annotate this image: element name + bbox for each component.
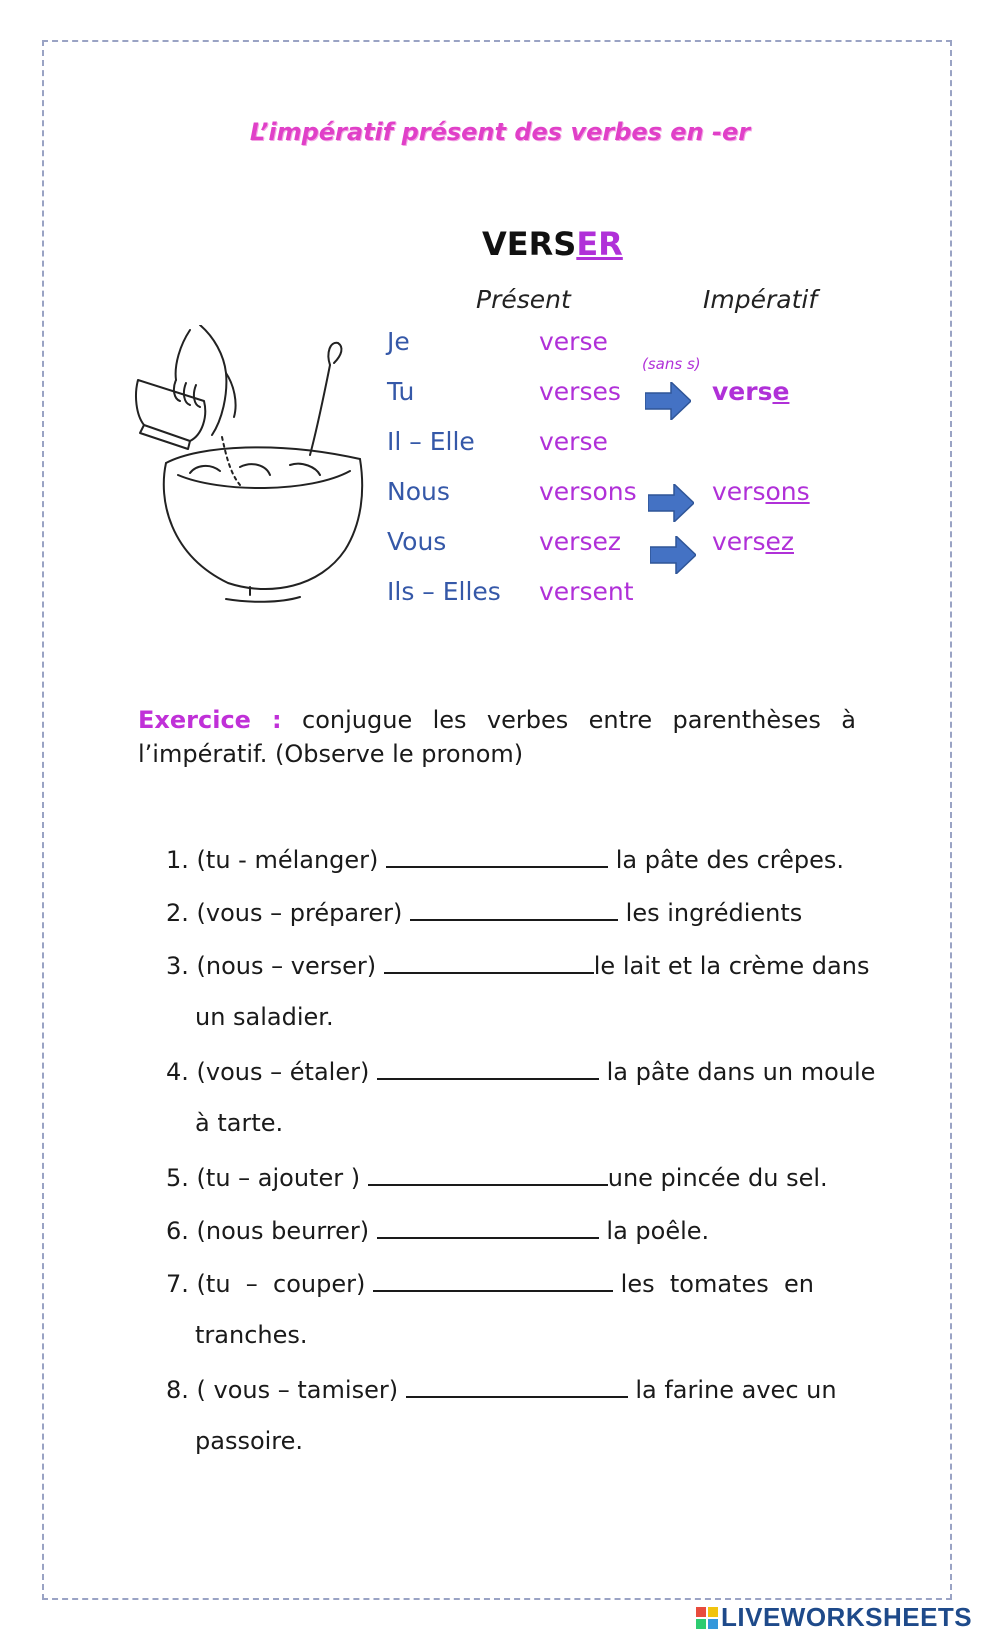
- exercise-item-8-continuation: passoire.: [195, 1427, 304, 1455]
- item-prompt: (tu – couper): [196, 1270, 366, 1298]
- item-prompt: (nous beurrer): [196, 1217, 370, 1245]
- item-number: 6.: [166, 1217, 189, 1245]
- present-ils-elles: versent: [539, 577, 634, 606]
- pronoun-ils-elles: Ils – Elles: [387, 577, 501, 606]
- exercise-item-6: [166, 1215, 709, 1245]
- worksheet-title: L’impératif présent des verbes en -er: [249, 118, 751, 146]
- exercise-instruction: [138, 700, 856, 740]
- exercise-item-4-continuation: à tarte.: [195, 1109, 284, 1137]
- exercise-item-7-continuation: tranches.: [195, 1321, 308, 1349]
- imperative-header: Impératif: [703, 285, 818, 314]
- item-number: 2.: [166, 899, 189, 927]
- pronoun-tu: Tu: [387, 377, 415, 406]
- arrow-right-icon: [650, 536, 696, 574]
- answer-blank-8[interactable]: [406, 1374, 628, 1398]
- pronoun-vous: Vous: [387, 527, 447, 556]
- item-text: la farine avec un: [635, 1376, 837, 1404]
- exercise-instruction-line2: l’impératif. (Observe le pronom): [138, 740, 524, 768]
- item-prompt: (vous – préparer): [196, 899, 403, 927]
- pouring-bowl-illustration: [130, 325, 380, 615]
- exercise-item-7: [166, 1268, 814, 1298]
- exercise-label: Exercice :: [138, 706, 282, 734]
- liveworksheets-logo-icon: [696, 1607, 718, 1629]
- imperative-tu-stem: vers: [712, 377, 773, 406]
- exercise-item-3: [166, 950, 869, 980]
- item-prompt: (tu – ajouter ): [196, 1164, 361, 1192]
- present-il-elle: verse: [539, 427, 608, 456]
- sans-s-note: (sans s): [642, 355, 701, 373]
- verb-stem: VERS: [482, 225, 577, 263]
- imperative-vous-ending: ez: [765, 527, 794, 556]
- answer-blank-6[interactable]: [377, 1215, 599, 1239]
- item-text: les ingrédients: [625, 899, 803, 927]
- pronoun-je: Je: [387, 327, 410, 356]
- answer-blank-1[interactable]: [386, 844, 608, 868]
- exercise-item-5: [166, 1162, 828, 1192]
- item-text: la poêle.: [606, 1217, 710, 1245]
- item-number: 8.: [166, 1376, 189, 1404]
- exercise-instruction-line1: conjugue les verbes entre parenthèses à: [302, 706, 857, 734]
- exercise-item-4: [166, 1056, 875, 1086]
- imperative-vous-stem: vers: [712, 527, 766, 556]
- exercise-item-1: [166, 844, 844, 874]
- answer-blank-4[interactable]: [377, 1056, 599, 1080]
- pronoun-nous: Nous: [387, 477, 450, 506]
- imperative-tu-ending: e: [772, 377, 790, 406]
- item-text: la pâte des crêpes.: [615, 846, 845, 874]
- item-text: la pâte dans un moule: [606, 1058, 876, 1086]
- item-number: 7.: [166, 1270, 189, 1298]
- present-header: Présent: [476, 285, 571, 314]
- answer-blank-7[interactable]: [373, 1268, 613, 1292]
- item-prompt: (tu - mélanger): [196, 846, 379, 874]
- item-text: les tomates en: [620, 1270, 814, 1298]
- present-nous: versons: [539, 477, 637, 506]
- imperative-tu: [712, 377, 789, 406]
- verb-ending: ER: [576, 225, 623, 263]
- item-number: 1.: [166, 846, 189, 874]
- item-number: 3.: [166, 952, 189, 980]
- verb-heading: [482, 225, 623, 263]
- present-tu: verses: [539, 377, 621, 406]
- page-border: [42, 40, 952, 1600]
- brand-text: LIVEWORKSHEETS: [721, 1602, 973, 1632]
- imperative-vous: [712, 527, 794, 556]
- item-prompt: ( vous – tamiser): [196, 1376, 399, 1404]
- exercise-item-3-continuation: un saladier.: [195, 1003, 334, 1031]
- item-prompt: (nous – verser): [196, 952, 377, 980]
- answer-blank-2[interactable]: [410, 897, 618, 921]
- present-je: verse: [539, 327, 608, 356]
- arrow-right-icon: [648, 484, 694, 522]
- arrow-right-icon: [645, 382, 691, 420]
- item-text: une pincée du sel.: [607, 1164, 828, 1192]
- imperative-nous: [712, 477, 810, 506]
- answer-blank-3[interactable]: [384, 950, 594, 974]
- item-number: 5.: [166, 1164, 189, 1192]
- liveworksheets-logo: [696, 1602, 972, 1633]
- item-text: le lait et la crème dans: [593, 952, 870, 980]
- answer-blank-5[interactable]: [368, 1162, 608, 1186]
- imperative-nous-stem: vers: [712, 477, 766, 506]
- exercise-item-2: [166, 897, 802, 927]
- item-prompt: (vous – étaler): [196, 1058, 370, 1086]
- item-number: 4.: [166, 1058, 189, 1086]
- imperative-nous-ending: ons: [765, 477, 810, 506]
- exercise-item-8: [166, 1374, 837, 1404]
- pronoun-il-elle: Il – Elle: [387, 427, 475, 456]
- present-vous: versez: [539, 527, 621, 556]
